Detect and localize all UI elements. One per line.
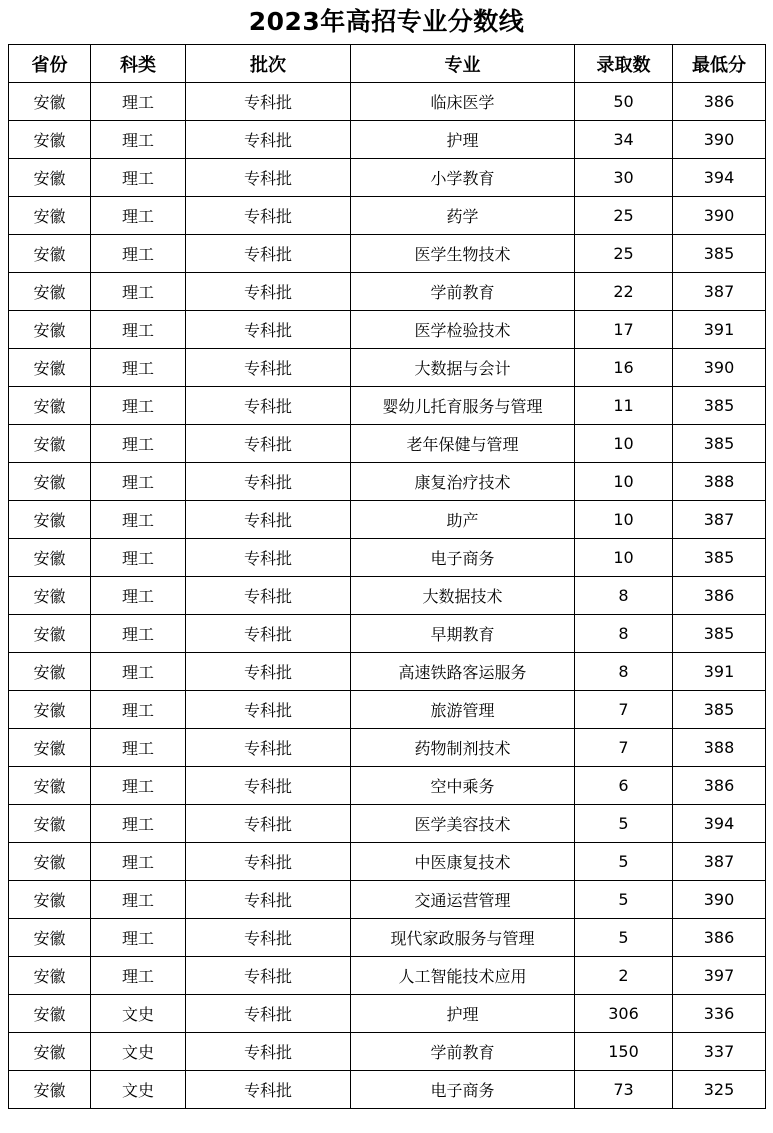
cell-province: 安徽 <box>9 1071 91 1109</box>
cell-admitted-count: 8 <box>575 577 673 615</box>
cell-min-score: 397 <box>673 957 766 995</box>
cell-min-score: 386 <box>673 577 766 615</box>
cell-province: 安徽 <box>9 539 91 577</box>
cell-province: 安徽 <box>9 311 91 349</box>
cell-admitted-count: 17 <box>575 311 673 349</box>
table-row <box>9 349 766 387</box>
cell-batch: 专科批 <box>186 159 351 197</box>
cell-major: 电子商务 <box>351 539 575 577</box>
cell-admitted-count: 150 <box>575 1033 673 1071</box>
table-row <box>9 425 766 463</box>
cell-category: 理工 <box>91 577 186 615</box>
cell-major: 现代家政服务与管理 <box>351 919 575 957</box>
cell-admitted-count: 25 <box>575 235 673 273</box>
cell-min-score: 385 <box>673 425 766 463</box>
table-row <box>9 235 766 273</box>
cell-category: 文史 <box>91 1071 186 1109</box>
cell-province: 安徽 <box>9 159 91 197</box>
cell-category: 理工 <box>91 235 186 273</box>
cell-min-score: 387 <box>673 501 766 539</box>
cell-category: 理工 <box>91 273 186 311</box>
cell-category: 文史 <box>91 1033 186 1071</box>
table-row <box>9 919 766 957</box>
cell-admitted-count: 10 <box>575 501 673 539</box>
cell-batch: 专科批 <box>186 273 351 311</box>
cell-province: 安徽 <box>9 615 91 653</box>
cell-category: 理工 <box>91 843 186 881</box>
table-row <box>9 957 766 995</box>
cell-min-score: 385 <box>673 539 766 577</box>
cell-batch: 专科批 <box>186 463 351 501</box>
cell-category: 理工 <box>91 653 186 691</box>
cell-min-score: 385 <box>673 387 766 425</box>
cell-category: 理工 <box>91 691 186 729</box>
cell-admitted-count: 7 <box>575 729 673 767</box>
cell-major: 老年保健与管理 <box>351 425 575 463</box>
cell-province: 安徽 <box>9 349 91 387</box>
table-row <box>9 577 766 615</box>
cell-batch: 专科批 <box>186 387 351 425</box>
cell-batch: 专科批 <box>186 881 351 919</box>
cell-province: 安徽 <box>9 273 91 311</box>
cell-min-score: 385 <box>673 691 766 729</box>
cell-province: 安徽 <box>9 881 91 919</box>
cell-category: 理工 <box>91 387 186 425</box>
cell-category: 文史 <box>91 995 186 1033</box>
cell-major: 助产 <box>351 501 575 539</box>
cell-admitted-count: 10 <box>575 425 673 463</box>
cell-admitted-count: 8 <box>575 653 673 691</box>
table-row <box>9 311 766 349</box>
cell-batch: 专科批 <box>186 843 351 881</box>
cell-batch: 专科批 <box>186 615 351 653</box>
cell-province: 安徽 <box>9 843 91 881</box>
table-row <box>9 691 766 729</box>
cell-major: 婴幼儿托育服务与管理 <box>351 387 575 425</box>
cell-batch: 专科批 <box>186 767 351 805</box>
cell-admitted-count: 5 <box>575 919 673 957</box>
cell-min-score: 390 <box>673 197 766 235</box>
cell-major: 康复治疗技术 <box>351 463 575 501</box>
cell-category: 理工 <box>91 805 186 843</box>
cell-province: 安徽 <box>9 501 91 539</box>
cell-major: 护理 <box>351 995 575 1033</box>
table-row <box>9 121 766 159</box>
cell-province: 安徽 <box>9 577 91 615</box>
cell-category: 理工 <box>91 425 186 463</box>
table-row <box>9 463 766 501</box>
cell-province: 安徽 <box>9 387 91 425</box>
cell-min-score: 385 <box>673 235 766 273</box>
cell-admitted-count: 7 <box>575 691 673 729</box>
table-row <box>9 273 766 311</box>
cell-province: 安徽 <box>9 653 91 691</box>
cell-major: 药物制剂技术 <box>351 729 575 767</box>
cell-batch: 专科批 <box>186 425 351 463</box>
table-row <box>9 159 766 197</box>
cell-major: 临床医学 <box>351 83 575 121</box>
cell-admitted-count: 22 <box>575 273 673 311</box>
header-category: 科类 <box>91 45 186 83</box>
cell-batch: 专科批 <box>186 235 351 273</box>
cell-category: 理工 <box>91 311 186 349</box>
cell-category: 理工 <box>91 83 186 121</box>
cell-min-score: 388 <box>673 729 766 767</box>
cell-province: 安徽 <box>9 995 91 1033</box>
cell-admitted-count: 5 <box>575 881 673 919</box>
cell-province: 安徽 <box>9 463 91 501</box>
table-row <box>9 197 766 235</box>
cell-major: 早期教育 <box>351 615 575 653</box>
cell-province: 安徽 <box>9 83 91 121</box>
cell-admitted-count: 8 <box>575 615 673 653</box>
cell-batch: 专科批 <box>186 995 351 1033</box>
cell-major: 空中乘务 <box>351 767 575 805</box>
cell-major: 旅游管理 <box>351 691 575 729</box>
cell-admitted-count: 2 <box>575 957 673 995</box>
cell-batch: 专科批 <box>186 577 351 615</box>
table-row <box>9 1033 766 1071</box>
cell-major: 医学检验技术 <box>351 311 575 349</box>
cell-batch: 专科批 <box>186 349 351 387</box>
cell-category: 理工 <box>91 767 186 805</box>
header-major: 专业 <box>351 45 575 83</box>
cell-major: 高速铁路客运服务 <box>351 653 575 691</box>
cell-admitted-count: 5 <box>575 843 673 881</box>
cell-major: 医学生物技术 <box>351 235 575 273</box>
table-row <box>9 615 766 653</box>
cell-batch: 专科批 <box>186 501 351 539</box>
table-row <box>9 653 766 691</box>
cell-batch: 专科批 <box>186 197 351 235</box>
cell-major: 小学教育 <box>351 159 575 197</box>
cell-major: 大数据技术 <box>351 577 575 615</box>
score-table <box>8 44 766 1109</box>
cell-category: 理工 <box>91 159 186 197</box>
cell-major: 护理 <box>351 121 575 159</box>
cell-province: 安徽 <box>9 425 91 463</box>
cell-province: 安徽 <box>9 197 91 235</box>
cell-batch: 专科批 <box>186 729 351 767</box>
cell-batch: 专科批 <box>186 691 351 729</box>
cell-batch: 专科批 <box>186 1033 351 1071</box>
cell-batch: 专科批 <box>186 653 351 691</box>
cell-major: 学前教育 <box>351 1033 575 1071</box>
cell-min-score: 386 <box>673 83 766 121</box>
cell-min-score: 337 <box>673 1033 766 1071</box>
cell-category: 理工 <box>91 121 186 159</box>
cell-batch: 专科批 <box>186 83 351 121</box>
cell-min-score: 387 <box>673 273 766 311</box>
header-batch: 批次 <box>186 45 351 83</box>
cell-min-score: 394 <box>673 805 766 843</box>
cell-batch: 专科批 <box>186 1071 351 1109</box>
cell-major: 学前教育 <box>351 273 575 311</box>
cell-min-score: 388 <box>673 463 766 501</box>
cell-category: 理工 <box>91 957 186 995</box>
cell-min-score: 394 <box>673 159 766 197</box>
cell-province: 安徽 <box>9 1033 91 1071</box>
cell-major: 中医康复技术 <box>351 843 575 881</box>
cell-batch: 专科批 <box>186 805 351 843</box>
cell-admitted-count: 25 <box>575 197 673 235</box>
table-row <box>9 995 766 1033</box>
cell-min-score: 325 <box>673 1071 766 1109</box>
table-body <box>9 83 766 1109</box>
cell-min-score: 391 <box>673 653 766 691</box>
table-row <box>9 805 766 843</box>
cell-min-score: 390 <box>673 349 766 387</box>
cell-min-score: 386 <box>673 919 766 957</box>
header-admitted-count: 录取数 <box>575 45 673 83</box>
cell-province: 安徽 <box>9 919 91 957</box>
cell-province: 安徽 <box>9 805 91 843</box>
cell-min-score: 390 <box>673 881 766 919</box>
cell-category: 理工 <box>91 919 186 957</box>
table-row <box>9 881 766 919</box>
cell-admitted-count: 5 <box>575 805 673 843</box>
cell-admitted-count: 10 <box>575 463 673 501</box>
table-row <box>9 539 766 577</box>
cell-category: 理工 <box>91 501 186 539</box>
cell-admitted-count: 306 <box>575 995 673 1033</box>
cell-admitted-count: 73 <box>575 1071 673 1109</box>
cell-province: 安徽 <box>9 235 91 273</box>
cell-batch: 专科批 <box>186 919 351 957</box>
cell-batch: 专科批 <box>186 539 351 577</box>
cell-min-score: 336 <box>673 995 766 1033</box>
cell-category: 理工 <box>91 349 186 387</box>
cell-admitted-count: 6 <box>575 767 673 805</box>
table-row <box>9 1071 766 1109</box>
cell-admitted-count: 10 <box>575 539 673 577</box>
cell-min-score: 390 <box>673 121 766 159</box>
table-row <box>9 83 766 121</box>
cell-category: 理工 <box>91 539 186 577</box>
cell-major: 药学 <box>351 197 575 235</box>
cell-min-score: 385 <box>673 615 766 653</box>
cell-major: 电子商务 <box>351 1071 575 1109</box>
cell-min-score: 386 <box>673 767 766 805</box>
cell-province: 安徽 <box>9 957 91 995</box>
cell-admitted-count: 34 <box>575 121 673 159</box>
cell-admitted-count: 16 <box>575 349 673 387</box>
cell-category: 理工 <box>91 881 186 919</box>
cell-batch: 专科批 <box>186 957 351 995</box>
cell-category: 理工 <box>91 197 186 235</box>
table-header-row <box>9 45 766 83</box>
header-min-score: 最低分 <box>673 45 766 83</box>
header-province: 省份 <box>9 45 91 83</box>
cell-category: 理工 <box>91 729 186 767</box>
cell-province: 安徽 <box>9 691 91 729</box>
cell-min-score: 387 <box>673 843 766 881</box>
cell-major: 交通运营管理 <box>351 881 575 919</box>
table-row <box>9 767 766 805</box>
cell-admitted-count: 11 <box>575 387 673 425</box>
cell-province: 安徽 <box>9 767 91 805</box>
cell-batch: 专科批 <box>186 311 351 349</box>
cell-min-score: 391 <box>673 311 766 349</box>
cell-admitted-count: 30 <box>575 159 673 197</box>
cell-category: 理工 <box>91 463 186 501</box>
cell-province: 安徽 <box>9 121 91 159</box>
cell-major: 医学美容技术 <box>351 805 575 843</box>
cell-province: 安徽 <box>9 729 91 767</box>
page-title: 2023年高招专业分数线 <box>248 7 525 36</box>
table-row <box>9 501 766 539</box>
table-row <box>9 387 766 425</box>
table-row <box>9 729 766 767</box>
cell-admitted-count: 50 <box>575 83 673 121</box>
table-row <box>9 843 766 881</box>
cell-batch: 专科批 <box>186 121 351 159</box>
cell-category: 理工 <box>91 615 186 653</box>
cell-major: 大数据与会计 <box>351 349 575 387</box>
cell-major: 人工智能技术应用 <box>351 957 575 995</box>
